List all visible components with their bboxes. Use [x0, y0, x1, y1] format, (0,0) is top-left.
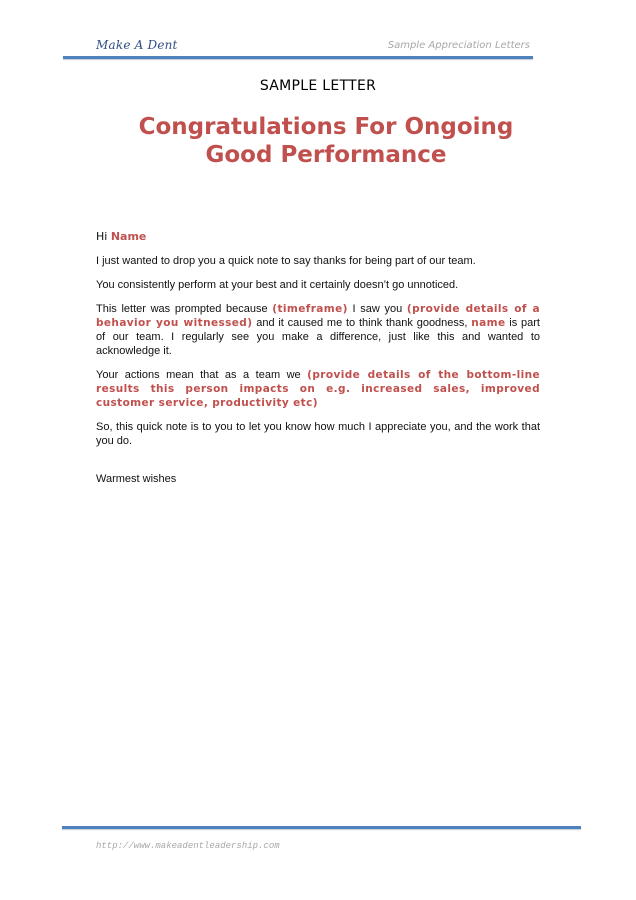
- greeting-prefix: Hi: [96, 230, 111, 243]
- title-line-2: Good Performance: [205, 142, 447, 168]
- document-kicker: SAMPLE LETTER: [259, 78, 377, 94]
- paragraph-1: I just wanted to drop you a quick note to say thanks for being part of our team.: [96, 255, 476, 267]
- header-divider: [63, 56, 533, 59]
- closing: Warmest wishes: [96, 473, 177, 485]
- results-placeholder: (provide details of the bottom-line results this person impacts on e.g. increased sales, improved customer service, productivity etc): [96, 369, 540, 409]
- paragraph-5: So, this quick note is to you to let you know how much I appreciate you, and the work that you do.: [96, 421, 540, 447]
- timeframe-placeholder: (timeframe): [272, 303, 348, 315]
- behavior-placeholder: (provide details of a behavior you witnessed): [96, 303, 541, 329]
- paragraph-2: You consistently perform at your best and it certainly doesn’t go unnoticed.: [96, 279, 459, 291]
- p3-text-1: This letter was prompted because: [96, 303, 273, 315]
- letter-body: [96, 230, 540, 496]
- name-placeholder: name: [471, 317, 506, 329]
- footer-divider: [62, 826, 581, 829]
- title-line-1: Congratulations For Ongoing: [138, 114, 514, 140]
- paragraph-3: [96, 302, 540, 358]
- document-title: [0, 113, 636, 169]
- brand-name: Make A Dent: [96, 38, 178, 52]
- p4-text-1: Your actions mean that as a team we: [96, 369, 308, 381]
- footer-url[interactable]: http://www.makeadentleadership.com: [96, 841, 280, 851]
- greeting: [96, 230, 540, 244]
- p3-text-3: and it caused me to think thank goodness,: [252, 317, 472, 329]
- p3-text-2: I saw you: [347, 303, 407, 315]
- paragraph-4: [96, 368, 540, 410]
- recipient-name-placeholder: Name: [110, 230, 147, 243]
- section-title: Sample Appreciation Letters: [387, 40, 530, 51]
- p3-text-4: is part of our team. I regularly see you make a difference, just like this and wanted to acknowledge it.: [96, 317, 540, 357]
